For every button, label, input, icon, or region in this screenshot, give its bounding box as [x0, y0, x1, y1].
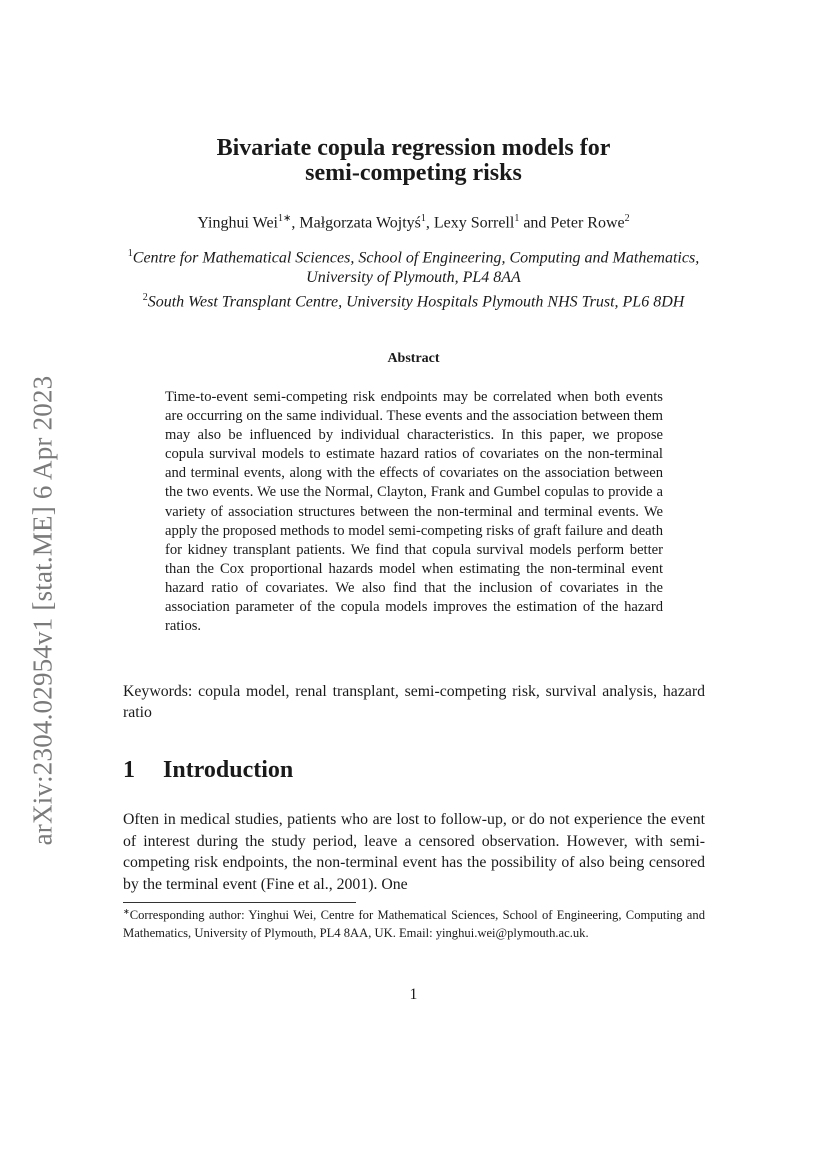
section-number: 1 — [123, 757, 135, 783]
abstract-heading: Abstract — [387, 351, 440, 366]
section-title: Introduction — [163, 757, 294, 783]
author-separator: , — [425, 214, 434, 232]
author-separator: and — [519, 214, 551, 232]
footnote-mark: ∗ — [123, 907, 130, 916]
affiliation — [120, 288, 707, 312]
author-affiliation-mark: 1 — [514, 213, 520, 224]
author-affiliation-mark: 2 — [624, 213, 630, 224]
author-name: Yinghui Wei — [197, 214, 278, 232]
affiliation-list — [120, 244, 707, 313]
author-list — [0, 213, 827, 232]
abstract-text: Time-to-event semi-competing risk endpoints may be correlated when both events are occurring on the same individual. These events and the association between them may also be influenced by individual characteristics. In this paper, we propose copula survival models to estimate hazard ratios of covariates on the non-terminal and terminal events, along with the effects of covariates on the association between the two events. We use the Normal, Clayton, Frank and Gumbel copulas to provide a variety of association structures between the non-terminal and terminal events. We apply the proposed methods to model semi-competing risks of graft failure and death for kidney transplant patients. We find that copula survival models perform better than the Cox proportional hazards model when estimating the non-terminal event hazard ratio of covariates. We also find that the inclusion of covariates in the association parameter of the copula models improves the estimation of the hazard ratios. — [165, 389, 663, 635]
paper-title-line-1: Bivariate copula regression models for — [216, 135, 611, 161]
section-heading — [123, 757, 293, 784]
author-name: Małgorzata Wojtyś — [299, 214, 421, 232]
affiliation-mark: 1 — [127, 248, 133, 259]
paper-title-line-2: semi-competing risks — [305, 160, 522, 186]
author-affiliation-mark: 1 — [420, 213, 426, 224]
affiliation-mark: 2 — [142, 292, 148, 304]
arxiv-stamp-text: arXiv:2304.02954v1 [stat.ME] 6 Apr 2023 — [27, 375, 58, 845]
paper-title — [0, 136, 827, 186]
author-separator: , — [291, 214, 300, 232]
introduction-paragraph: Often in medical studies, patients who are lost to follow-up, or do not experience the event of interest during the study period, leave a censored observation. However, with semi-competing risk endpoints, the non-terminal event has the possibility of also being censored by the terminal event (Fine et al., 2001). One — [123, 811, 705, 893]
affiliation — [120, 244, 707, 288]
author-affiliation-mark: 1∗ — [278, 213, 292, 224]
author-name: Peter Rowe — [550, 214, 625, 232]
author-name: Lexy Sorrell — [433, 214, 515, 232]
page-number: 1 — [409, 986, 418, 1003]
affiliation-text: South West Transplant Centre, University Hospitals Plymouth NHS Trust, PL6 8DH — [147, 293, 685, 311]
footnote-text: Corresponding author: Yinghui Wei, Centre for Mathematical Sciences, School of Engineering, Computing and Mathematics, University of Plymouth, PL4 8AA, UK. Email: yinghui.wei@plymouth.ac.uk. — [123, 908, 705, 940]
footnote — [123, 903, 705, 942]
arxiv-stamp — [8, 360, 78, 860]
keywords: Keywords: copula model, renal transplant, semi-competing risk, survival analysis, hazard ratio — [123, 683, 705, 721]
affiliation-text: Centre for Mathematical Sciences, School of Engineering, Computing and Mathematics, University of Plymouth, PL4 8AA — [132, 249, 700, 287]
